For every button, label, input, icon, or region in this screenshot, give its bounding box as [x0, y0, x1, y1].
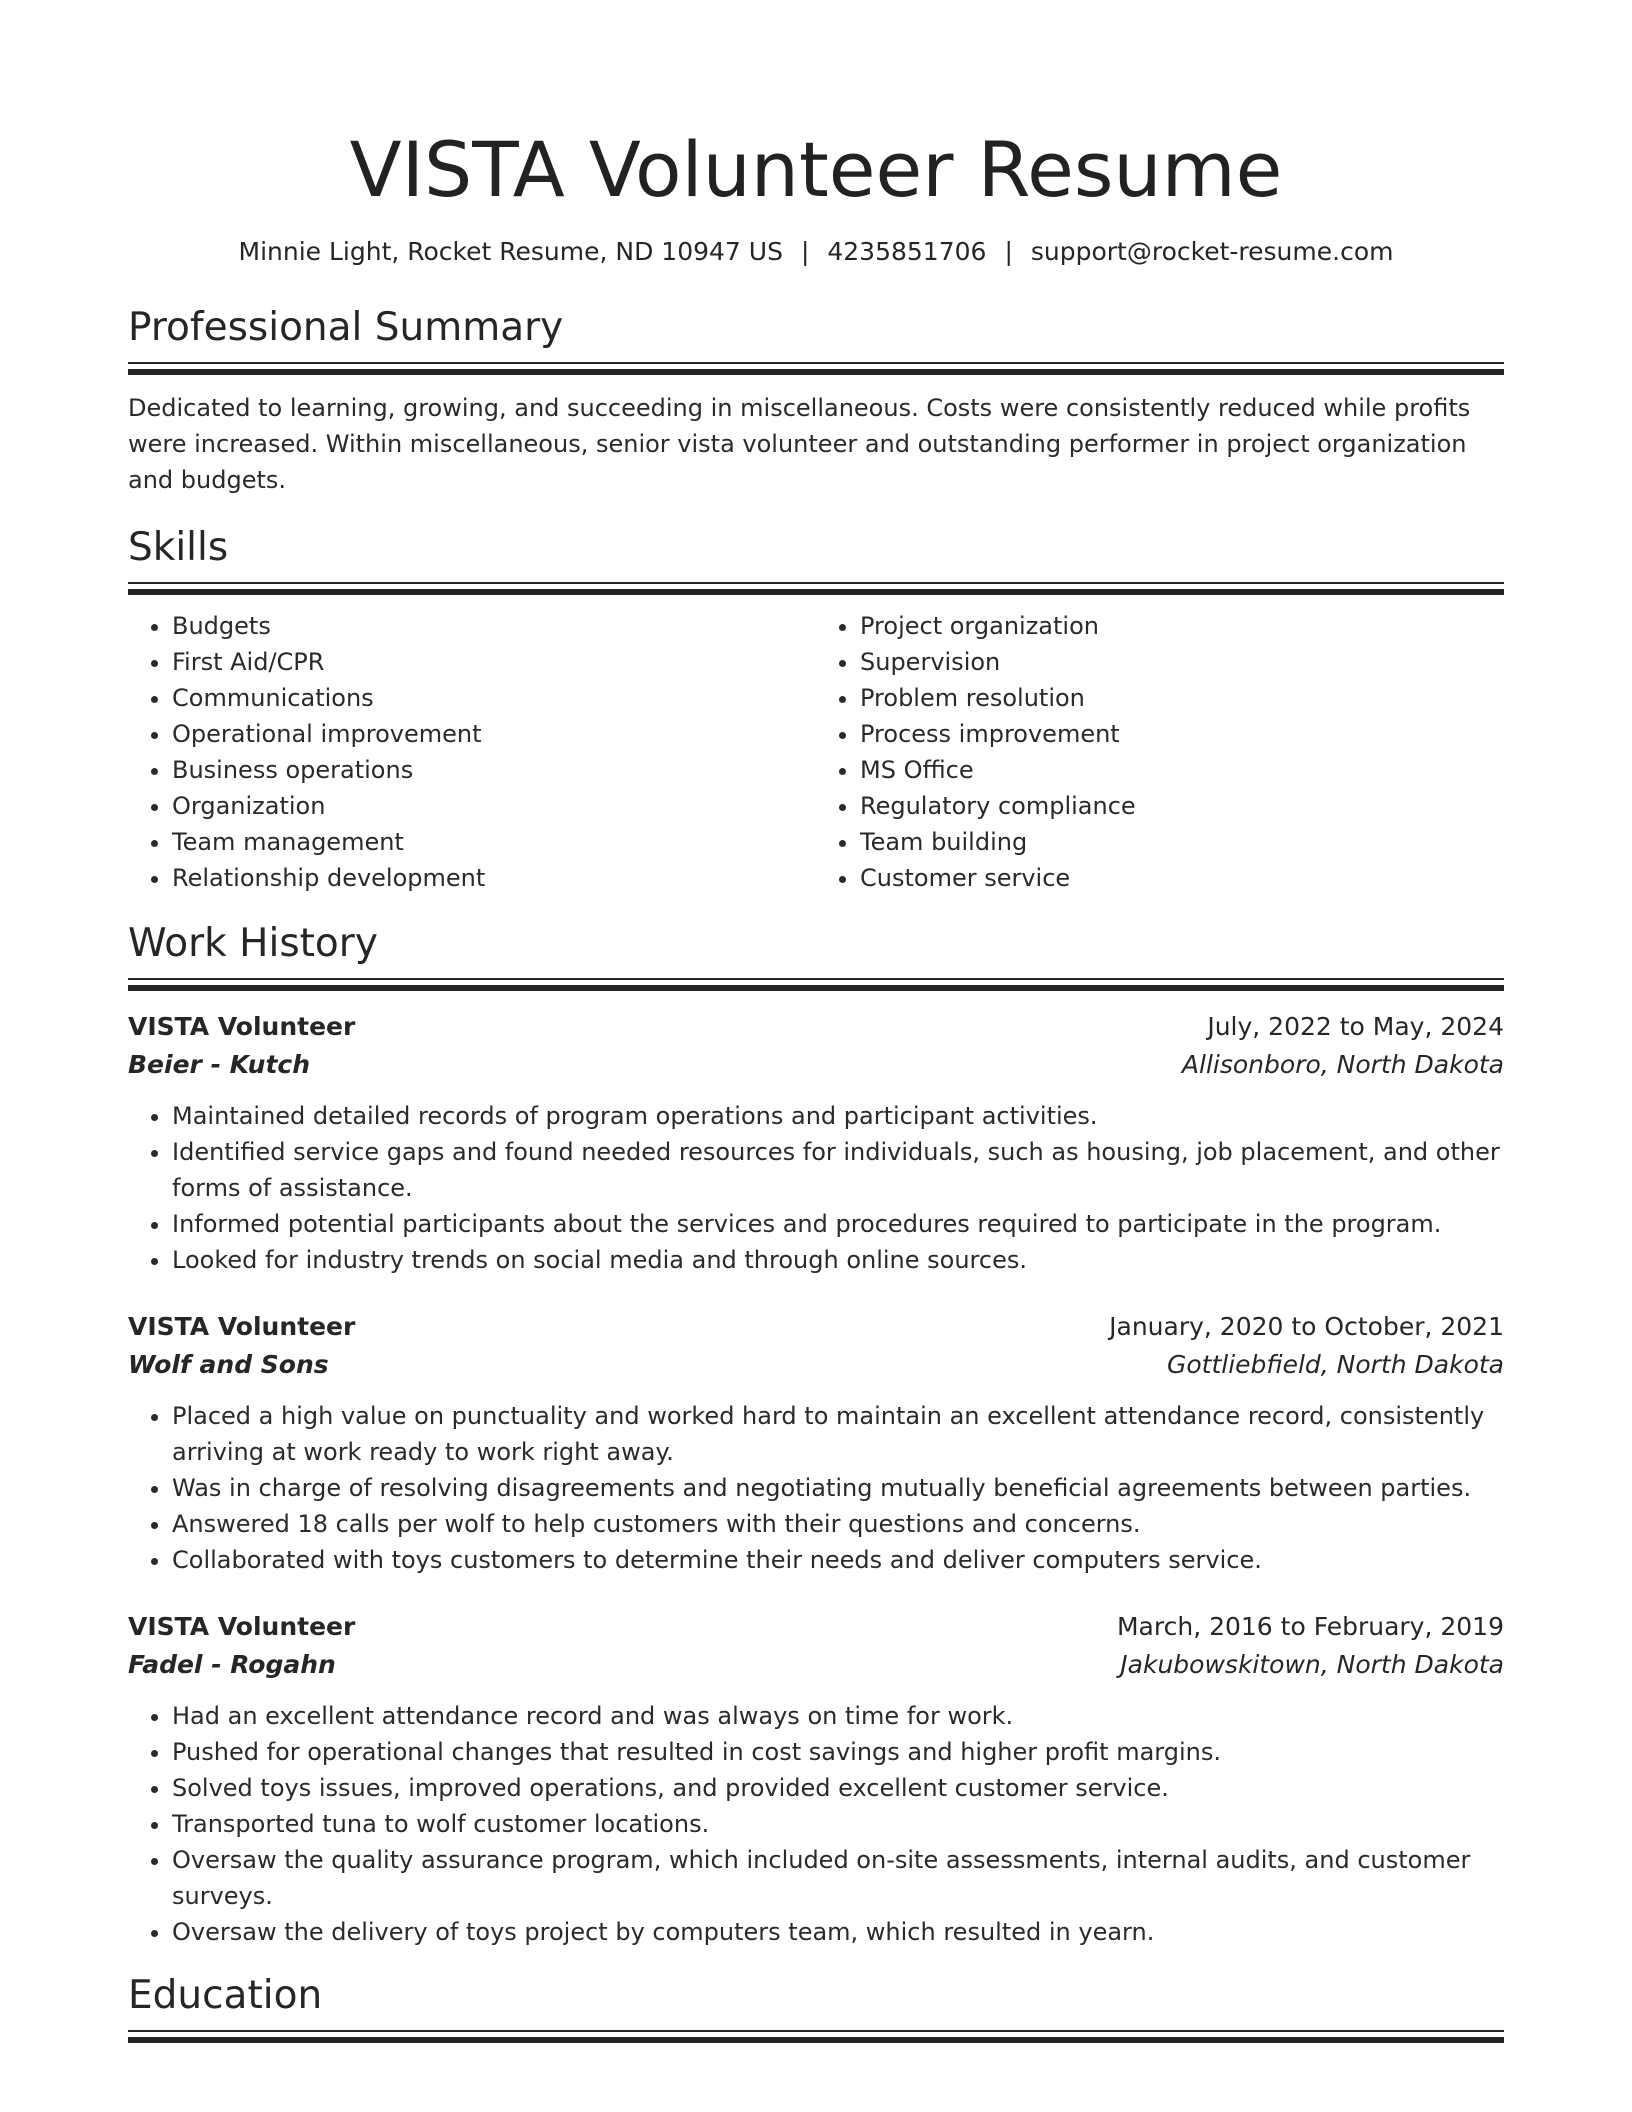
skill-item: • MS Office: [860, 752, 1504, 788]
job-company: Fadel - Rogahn: [128, 1650, 336, 1679]
job-entry: [128, 1308, 1504, 1578]
skill-item: • Team building: [860, 824, 1504, 860]
job-bullet: • Placed a high value on punctuality and worked hard to maintain an excellent attendance record, consistently arriving at work ready to work right away.: [172, 1398, 1504, 1470]
job-bullet: • Oversaw the quality assurance program, which included on-site assessments, internal audits, and customer surveys.: [172, 1842, 1504, 1914]
job-bullet: • Transported tuna to wolf customer locations.: [172, 1806, 1504, 1842]
job-location: Allisonboro, North Dakota: [1181, 1050, 1504, 1079]
job-bullet: • Oversaw the delivery of toys project by computers team, which resulted in yearn.: [172, 1914, 1504, 1950]
resume-page: [128, 0, 1504, 2044]
skill-item: • Customer service: [860, 860, 1504, 896]
job-header-row: [128, 1608, 1504, 1646]
job-entry: [128, 1608, 1504, 1950]
job-bullet: • Informed potential participants about the services and procedures required to participate in the program.: [172, 1206, 1504, 1242]
job-bullet-list: [128, 1398, 1504, 1578]
contact-separator: |: [1004, 237, 1013, 266]
job-bullet: • Identified service gaps and found needed resources for individuals, such as housing, job placement, and other forms of assistance.: [172, 1134, 1504, 1206]
job-bullet: • Answered 18 calls per wolf to help customers with their questions and concerns.: [172, 1506, 1504, 1542]
job-title: VISTA Volunteer: [128, 1312, 356, 1341]
skill-item: • Problem resolution: [860, 680, 1504, 716]
contact-line: [128, 236, 1504, 268]
job-entry: [128, 1008, 1504, 1278]
professional-summary-section: [128, 304, 1504, 498]
job-bullet-list: [128, 1698, 1504, 1950]
job-company: Wolf and Sons: [128, 1350, 329, 1379]
skill-item: • Communications: [172, 680, 816, 716]
job-bullet: • Looked for industry trends on social media and through online sources.: [172, 1242, 1504, 1278]
job-location: Jakubowskitown, North Dakota: [1120, 1650, 1504, 1679]
summary-text: Dedicated to learning, growing, and succeeding in miscellaneous. Costs were consistently reduced while profits were increased. Within miscellaneous, senior vista volunteer and outstanding performer in project organization and budgets.: [128, 394, 1471, 494]
skills-grid: [128, 608, 1504, 896]
job-bullet: • Was in charge of resolving disagreements and negotiating mutually beneficial agreements between parties.: [172, 1470, 1504, 1506]
skill-item: • Organization: [172, 788, 816, 824]
section-heading-summary: Professional Summary: [128, 305, 564, 350]
job-subheader-row: [128, 1046, 1504, 1084]
job-header-row: [128, 1008, 1504, 1046]
job-bullet: • Maintained detailed records of program operations and participant activities.: [172, 1098, 1504, 1134]
contact-address: Minnie Light, Rocket Resume, ND 10947 US: [238, 237, 783, 266]
job-dates: January, 2020 to October, 2021: [1109, 1312, 1504, 1341]
skill-item: • Budgets: [172, 608, 816, 644]
job-dates: July, 2022 to May, 2024: [1207, 1012, 1504, 1041]
skill-item: • Operational improvement: [172, 716, 816, 752]
job-subheader-row: [128, 1346, 1504, 1384]
skill-item: • Supervision: [860, 644, 1504, 680]
job-title: VISTA Volunteer: [128, 1012, 356, 1041]
skill-item: • Process improvement: [860, 716, 1504, 752]
section-divider: [128, 2030, 1504, 2044]
contact-email[interactable]: support@rocket-resume.com: [1030, 237, 1394, 266]
resume-title: VISTA Volunteer Resume: [349, 125, 1283, 214]
work-history-section: [128, 920, 1504, 1950]
skills-column-left: [128, 608, 816, 896]
job-bullet: • Collaborated with toys customers to determine their needs and deliver computers service.: [172, 1542, 1504, 1578]
job-title: VISTA Volunteer: [128, 1612, 356, 1641]
section-divider: [128, 582, 1504, 596]
section-heading-skills: Skills: [128, 525, 229, 570]
contact-separator: |: [800, 237, 810, 266]
job-dates: March, 2016 to February, 2019: [1116, 1612, 1504, 1641]
skill-item: • Regulatory compliance: [860, 788, 1504, 824]
skill-item: • Project organization: [860, 608, 1504, 644]
skill-item: • Relationship development: [172, 860, 816, 896]
section-divider: [128, 362, 1504, 376]
job-subheader-row: [128, 1646, 1504, 1684]
skill-item: • Business operations: [172, 752, 816, 788]
skill-item: • First Aid/CPR: [172, 644, 816, 680]
job-bullet: • Solved toys issues, improved operations, and provided excellent customer service.: [172, 1770, 1504, 1806]
job-bullet: • Had an excellent attendance record and was always on time for work.: [172, 1698, 1504, 1734]
section-heading-work-history: Work History: [128, 921, 378, 966]
skills-column-right: [816, 608, 1504, 896]
skill-item: • Team management: [172, 824, 816, 860]
job-location: Gottliebfield, North Dakota: [1167, 1350, 1504, 1379]
job-bullet-list: [128, 1098, 1504, 1278]
contact-phone: 4235851706: [827, 237, 987, 266]
job-header-row: [128, 1308, 1504, 1346]
skills-section: [128, 524, 1504, 896]
section-divider: [128, 978, 1504, 992]
section-heading-education: Education: [128, 1973, 323, 2018]
job-bullet: • Pushed for operational changes that resulted in cost savings and higher profit margins.: [172, 1734, 1504, 1770]
education-section: [128, 1972, 1504, 2044]
job-company: Beier - Kutch: [128, 1050, 311, 1079]
